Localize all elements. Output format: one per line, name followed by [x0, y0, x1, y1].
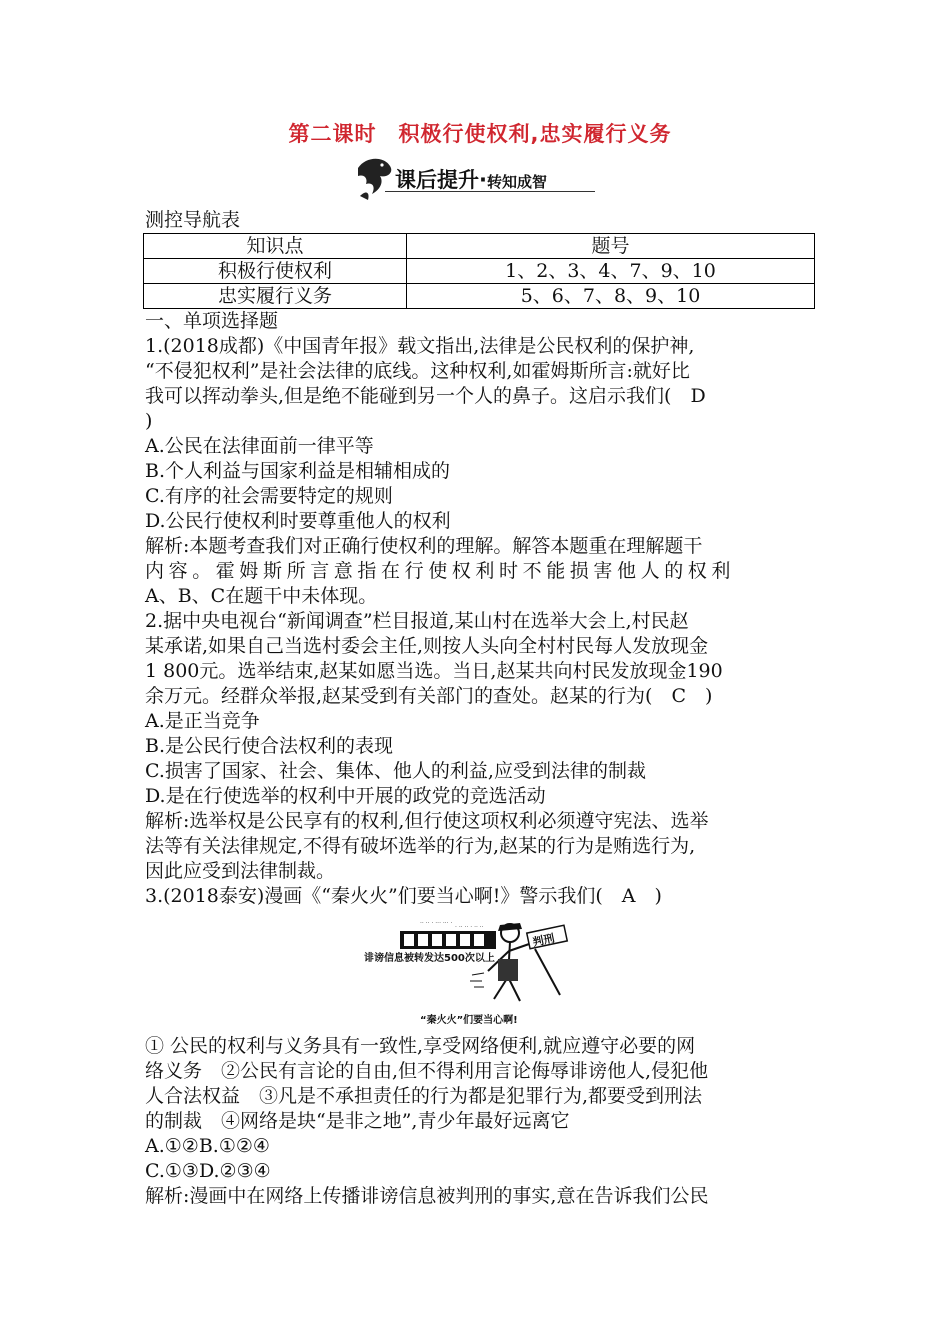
svg-text:· ·· ·· · ·· ··: · ·· ·· · ·· ·· — [455, 924, 484, 931]
svg-text:·· ·· · ··· ··· ·: ·· ·· · ··· ··· · — [420, 920, 453, 927]
analysis-line: 解析:漫画中在网络上传播诽谤信息被判刑的事实,意在告诉我们公民 — [145, 1185, 709, 1207]
navigation-table — [143, 233, 815, 309]
statement-line: 人合法权益 ③凡是不承担责任的行为都是犯罪行为,都要受到刑法 — [145, 1085, 703, 1107]
lesson-title: 第二课时 积极行使权利,忠实履行义务 — [288, 122, 672, 146]
analysis-line: A、B、C在题干中未体现。 — [145, 585, 378, 607]
question-2 — [145, 609, 815, 884]
option: D.公民行使权利时要尊重他人的权利 — [145, 510, 451, 532]
question-line: 某承诺,如果自己当选村委会主任,则按人头向全村村民每人发放现金 — [145, 635, 709, 657]
statement-line: 的制裁 ④网络是块“是非之地”,青少年最好远离它 — [145, 1110, 570, 1132]
table-cell: 5、6、7、8、9、10 — [407, 284, 815, 309]
question-line: “不侵犯权利”是社会法律的底线。这种权利,如霍姆斯所言:就好比 — [145, 360, 690, 382]
cartoon-banner-label: 诽谤信息被转发达500次以上 — [364, 953, 495, 964]
question-line: 余万元。经群众举报,赵某受到有关部门的查处。赵某的行为( C ) — [145, 685, 713, 707]
section-banner — [145, 154, 815, 204]
option: D.是在行使选举的权利中开展的政党的竞选活动 — [145, 785, 546, 807]
cartoon-sign-label: 判刑 — [531, 931, 556, 949]
question-line: 1 800元。选举结束,赵某如愿当选。当日,赵某共向村民发放现金190 — [145, 660, 723, 682]
option: B.是公民行使合法权利的表现 — [145, 735, 394, 757]
question-line: ) — [145, 410, 153, 432]
table-row — [144, 284, 815, 309]
document-page — [145, 118, 815, 1209]
table-header-cell: 题号 — [407, 234, 815, 259]
option: A.公民在法律面前一律平等 — [145, 435, 374, 457]
cartoon-illustration — [360, 915, 600, 1030]
section-heading: 一、单项选择题 — [145, 310, 279, 332]
banner-main: 课后提升 — [395, 168, 479, 192]
option: A.①②B.①②④ — [145, 1135, 270, 1157]
cartoon-image — [360, 915, 600, 1030]
analysis-line: 内容。霍姆斯所言意指在行使权利时不能损害他人的权利 — [145, 560, 736, 582]
option: C.损害了国家、社会、集体、他人的利益,应受到法律的制裁 — [145, 760, 646, 782]
question-1 — [145, 334, 815, 609]
option: A.是正当竞争 — [145, 710, 260, 732]
question-line: 2.据中央电视台“新闻调查”栏目报道,某山村在选举大会上,村民赵 — [145, 610, 689, 632]
banner-underline — [385, 191, 595, 192]
analysis-line: 解析:选举权是公民享有的权利,但行使这项权利必须遵守宪法、选举 — [145, 810, 709, 832]
question-line: 我可以挥动拳头,但是绝不能碰到另一个人的鼻子。这启示我们( D — [145, 385, 706, 407]
question-line: 3.(2018泰安)漫画《“秦火火”们要当心啊!》警示我们( A ) — [145, 885, 662, 907]
table-cell: 积极行使权利 — [144, 259, 407, 284]
question-3 — [145, 884, 815, 1209]
banner-dot: · — [479, 168, 487, 192]
table-header-cell: 知识点 — [144, 234, 407, 259]
analysis-line: 解析:本题考查我们对正确行使权利的理解。解答本题重在理解题干 — [145, 535, 703, 557]
analysis-line: 法等有关法律规定,不得有破坏选举的行为,赵某的行为是贿选行为, — [145, 835, 696, 857]
statement-line: ① 公民的权利与义务具有一致性,享受网络便利,就应遵守必要的网 — [145, 1035, 696, 1057]
option: C.有序的社会需要特定的规则 — [145, 485, 393, 507]
cartoon-caption: “秦火火”们要当心啊! — [420, 1015, 518, 1026]
table-header-row — [144, 234, 815, 259]
option: B.个人利益与国家利益是相辅相成的 — [145, 460, 451, 482]
dolphin-logo-icon — [350, 154, 400, 204]
option: C.①③D.②③④ — [145, 1160, 271, 1182]
nav-table-title: 测控导航表 — [145, 209, 241, 231]
banner-sub: 转知成智 — [486, 173, 547, 191]
table-cell: 忠实履行义务 — [144, 284, 407, 309]
table-cell: 1、2、3、4、7、9、10 — [407, 259, 815, 284]
table-row — [144, 259, 815, 284]
statement-line: 络义务 ②公民有言论的自由,但不得利用言论侮辱诽谤他人,侵犯他 — [145, 1060, 709, 1082]
banner-label — [395, 164, 547, 194]
question-line: 1.(2018成都)《中国青年报》载文指出,法律是公民权利的保护神, — [145, 335, 695, 357]
analysis-line: 因此应受到法律制裁。 — [145, 860, 336, 882]
